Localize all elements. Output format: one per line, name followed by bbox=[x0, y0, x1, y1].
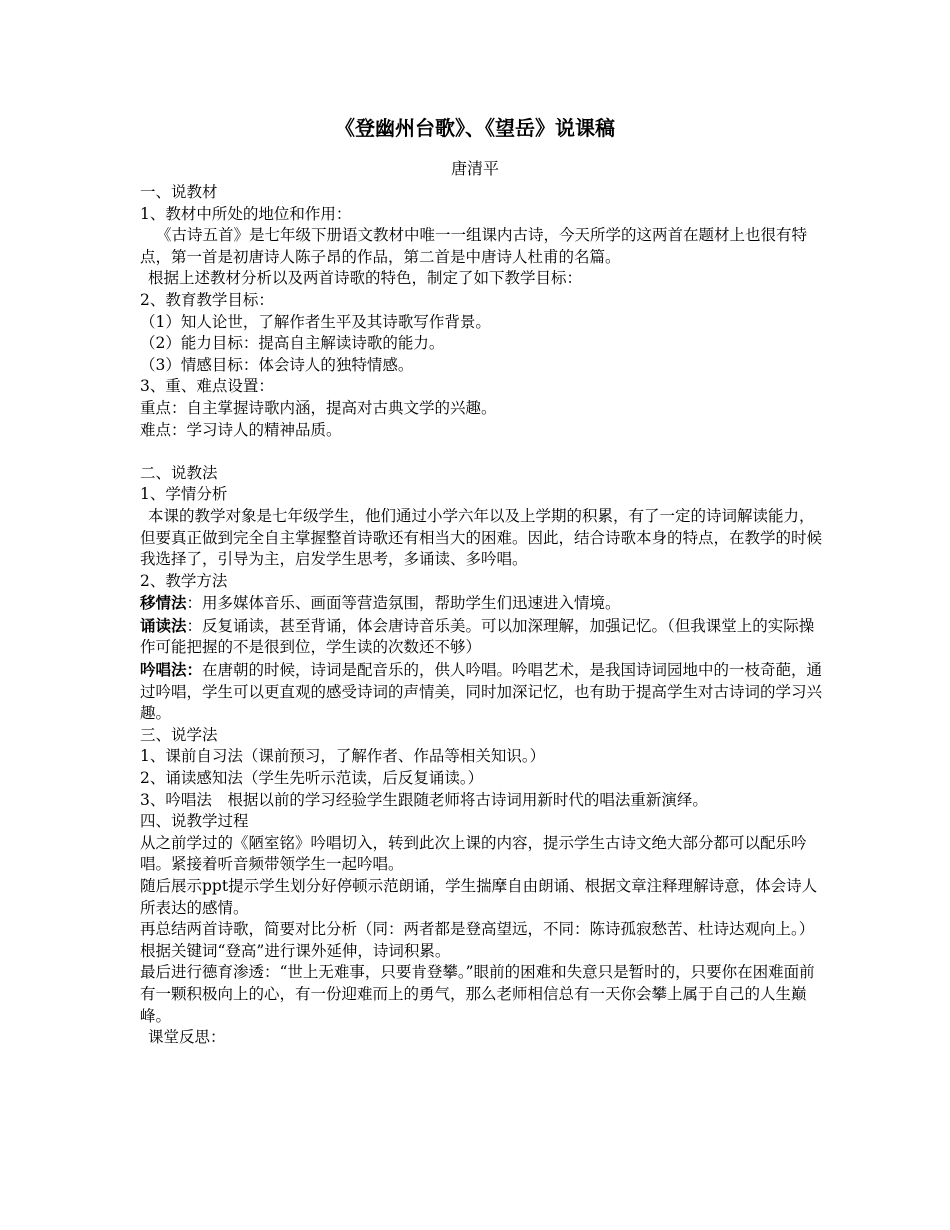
learning-method-item: 1、课前自习法（课前预习，了解作者、作品等相关知识。） bbox=[140, 747, 546, 766]
class-reflection: 课堂反思： bbox=[148, 1028, 226, 1047]
section-heading-learning-method: 三、说学法 bbox=[140, 725, 218, 744]
process-paragraph: 根据关键词“登高”进行课外延伸，诗词积累。 bbox=[140, 941, 451, 960]
method-empathy bbox=[140, 592, 825, 615]
method-text: ：用多媒体音乐、画面等营造氛围，帮助学生们迅速进入情境。 bbox=[186, 594, 621, 613]
key-point: 重点：自主掌握诗歌内涵，提高对古典文学的兴趣。 bbox=[140, 398, 497, 417]
method-label: 诵读法 bbox=[140, 615, 187, 635]
goal-item: （2）能力目标：提高自主解读诗歌的能力。 bbox=[140, 334, 445, 353]
method-label: 移情法 bbox=[140, 593, 187, 613]
process-paragraph: 最后进行德育渗透：“世上无难事，只要肯登攀。”眼前的困难和失意只是暂时的，只要你在困难面前有一颗积极向上的心，有一份迎难而上的勇气，那么老师相信总有一天你会攀上属于自己的人生巅峰。 bbox=[140, 963, 815, 1025]
section-heading-teaching-material: 一、说教材 bbox=[140, 183, 218, 201]
section-heading-teaching-process: 四、说教学过程 bbox=[140, 812, 249, 831]
method-text: 在唐朝的时候，诗词是配音乐的，供人吟唱。吟唱艺术，是我国诗词园地中的一枝奇葩，通过吟唱，学生可以更直观的感受诗词的声情美，同时加深记忆，也有助于提高学生对古诗词的学习兴趣。 bbox=[140, 661, 823, 723]
document-body bbox=[140, 182, 825, 1049]
subheading-position-role: 1、教材中所处的地位和作用： bbox=[140, 204, 352, 223]
subheading-teaching-goals: 2、教育教学目标： bbox=[140, 290, 274, 309]
goal-item: （1）知人论世，了解作者生平及其诗歌写作背景。 bbox=[140, 312, 491, 331]
paragraph-student-analysis: 本课的教学对象是七年级学生，他们通过小学六年以及上学期的积累，有了一定的诗词解读能力，但要真正做到完全自主掌握整首诗歌还有相当大的困难。因此，结合诗歌本身的特点，在教学的时候我选择了，引导为主，启发学生思考，多诵读、多吟唱。 bbox=[140, 506, 823, 569]
method-text: ：反复诵读，甚至背诵，体会唐诗音乐美。可以加深理解，加强记忆。（但我课堂上的实际操作可能把握的不是很到位，学生读的次数还不够） bbox=[140, 616, 815, 657]
method-chanting bbox=[140, 659, 825, 725]
subheading-key-points: 3、重、难点设置： bbox=[140, 377, 274, 396]
method-label: 吟唱法： bbox=[140, 660, 203, 680]
process-paragraph: 随后展示ppt提示学生划分好停顿示范朗诵，学生揣摩自由朗诵、根据文章注释理解诗意，体会诗人所表达的感情。 bbox=[140, 877, 818, 917]
goal-item: （3）情感目标：体会诗人的独特情感。 bbox=[140, 355, 414, 374]
paragraph-goal-intro: 根据上述教材分析以及两首诗歌的特色，制定了如下教学目标： bbox=[148, 269, 583, 288]
subheading-methods: 2、教学方法 bbox=[140, 571, 228, 590]
paragraph-material-intro: 《古诗五首》是七年级下册语文教材中唯一一组课内古诗，今天所学的这两首在题材上也很有特点，第一首是初唐诗人陈子昂的作品，第二首是中唐诗人杜甫的名篇。 bbox=[140, 226, 808, 266]
author-name: 唐清平 bbox=[450, 159, 499, 178]
learning-method-item: 3、吟唱法 根据以前的学习经验学生跟随老师将古诗词用新时代的唱法重新演绎。 bbox=[140, 790, 708, 809]
document-title: 《登幽州台歌》、《望岳》说课稿 bbox=[335, 116, 615, 140]
learning-method-item: 2、诵读感知法（学生先听示范读，后反复诵读。） bbox=[140, 769, 484, 788]
section-heading-teaching-method: 二、说教法 bbox=[140, 463, 218, 482]
blank-line bbox=[140, 441, 825, 463]
subheading-student-analysis: 1、学情分析 bbox=[140, 485, 228, 504]
method-recitation bbox=[140, 615, 825, 659]
process-paragraph: 再总结两首诗歌，简要对比分析（同：两者都是登高望远，不同：陈诗孤寂愁苦、杜诗达观向上。） bbox=[140, 920, 815, 939]
process-paragraph: 从之前学过的《陋室铭》吟唱切入，转到此次上课的内容，提示学生古诗文绝大部分都可以配乐吟唱。紧接着听音频带领学生一起吟唱。 bbox=[140, 833, 807, 874]
difficult-point: 难点：学习诗人的精神品质。 bbox=[140, 420, 342, 439]
